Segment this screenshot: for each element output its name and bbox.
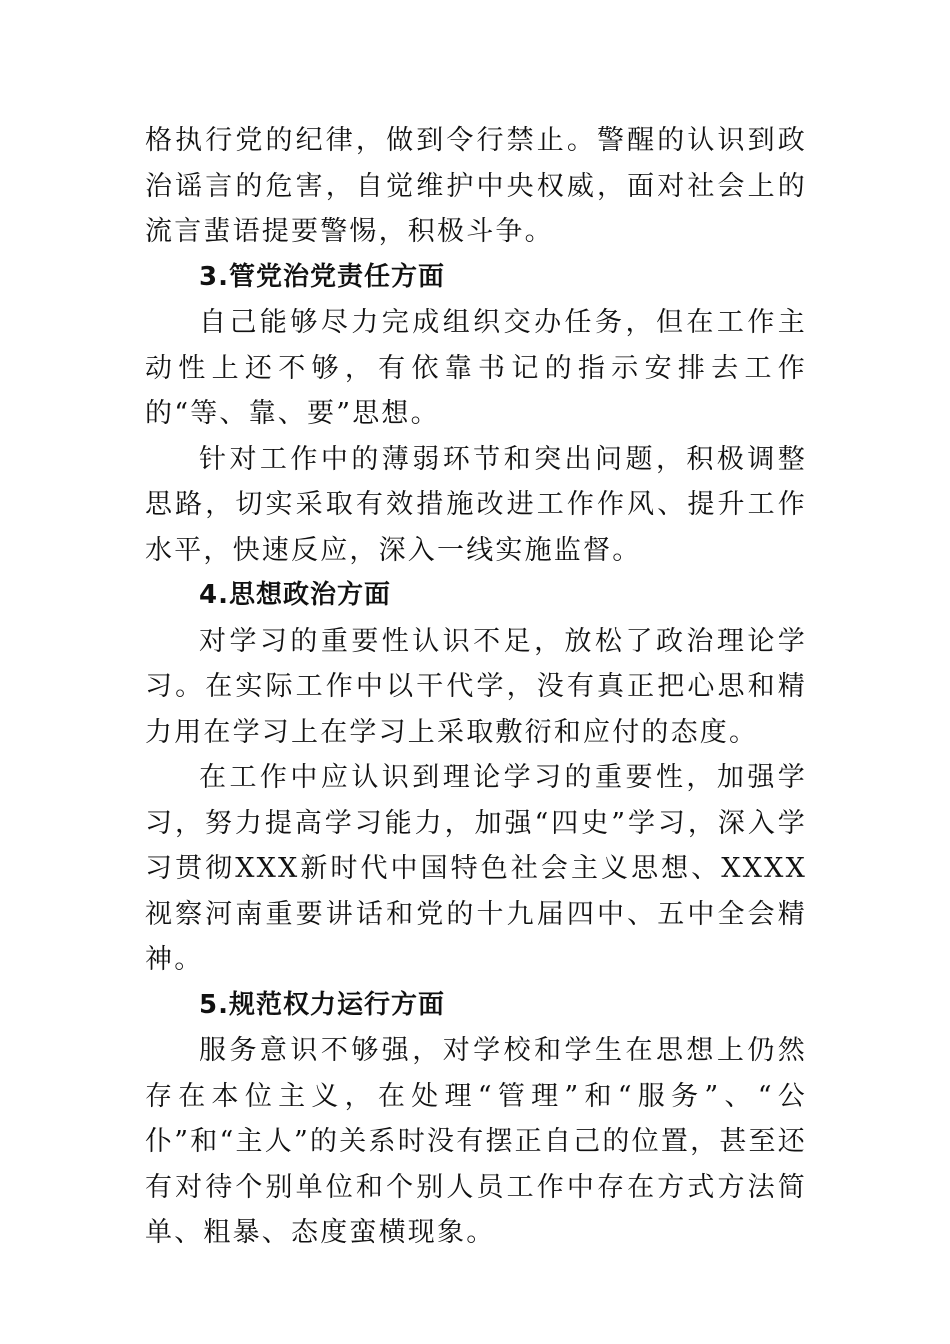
- paragraph-ideology-problem: 对学习的重要性认识不足，放松了政治理论学习。在实际工作中以干代学，没有真正把心思和精力用在学习上在学习上采取敷衍和应付的态度。: [145, 625, 807, 748]
- paragraph-ideology-measures: 在工作中应认识到理论学习的重要性，加强学习，努力提高学习能力，加强“四史”学习，深入学习贯彻XXX新时代中国特色社会主义思想、XXXX视察河南重要讲话和党的十九届四中、五中全会精神。: [145, 762, 807, 975]
- section-heading-ideology-politics: 4.思想政治方面: [199, 580, 391, 610]
- paragraph-power-problem: 服务意识不够强，对学校和学生在思想上仍然存在本位主义，在处理“管理”和“服务”、“公仆”和“主人”的关系时没有摆正自己的位置，甚至还有对待个别单位和个别人员工作中存在方式方法简单、粗暴、态度蛮横现象。: [145, 1035, 807, 1248]
- section-heading-power-operation: 5.规范权力运行方面: [199, 989, 445, 1020]
- paragraph-responsibility-problem: 自己能够尽力完成组织交办任务，但在工作主动性上还不够，有依靠书记的指示安排去工作的“等、靠、要”思想。: [145, 307, 807, 429]
- paragraph-discipline-continued: 格执行党的纪律，做到令行禁止。警醒的认识到政治谣言的危害，自觉维护中央权威，面对社会上的流言蜚语提要警惕，积极斗争。: [145, 125, 807, 247]
- paragraph-responsibility-measures: 针对工作中的薄弱环节和突出问题，积极调整思路，切实采取有效措施改进工作作风、提升工作水平，快速反应，深入一线实施监督。: [145, 443, 807, 566]
- document-body: [145, 118, 807, 1256]
- section-heading-party-responsibility: 3.管党治党责任方面: [199, 261, 445, 292]
